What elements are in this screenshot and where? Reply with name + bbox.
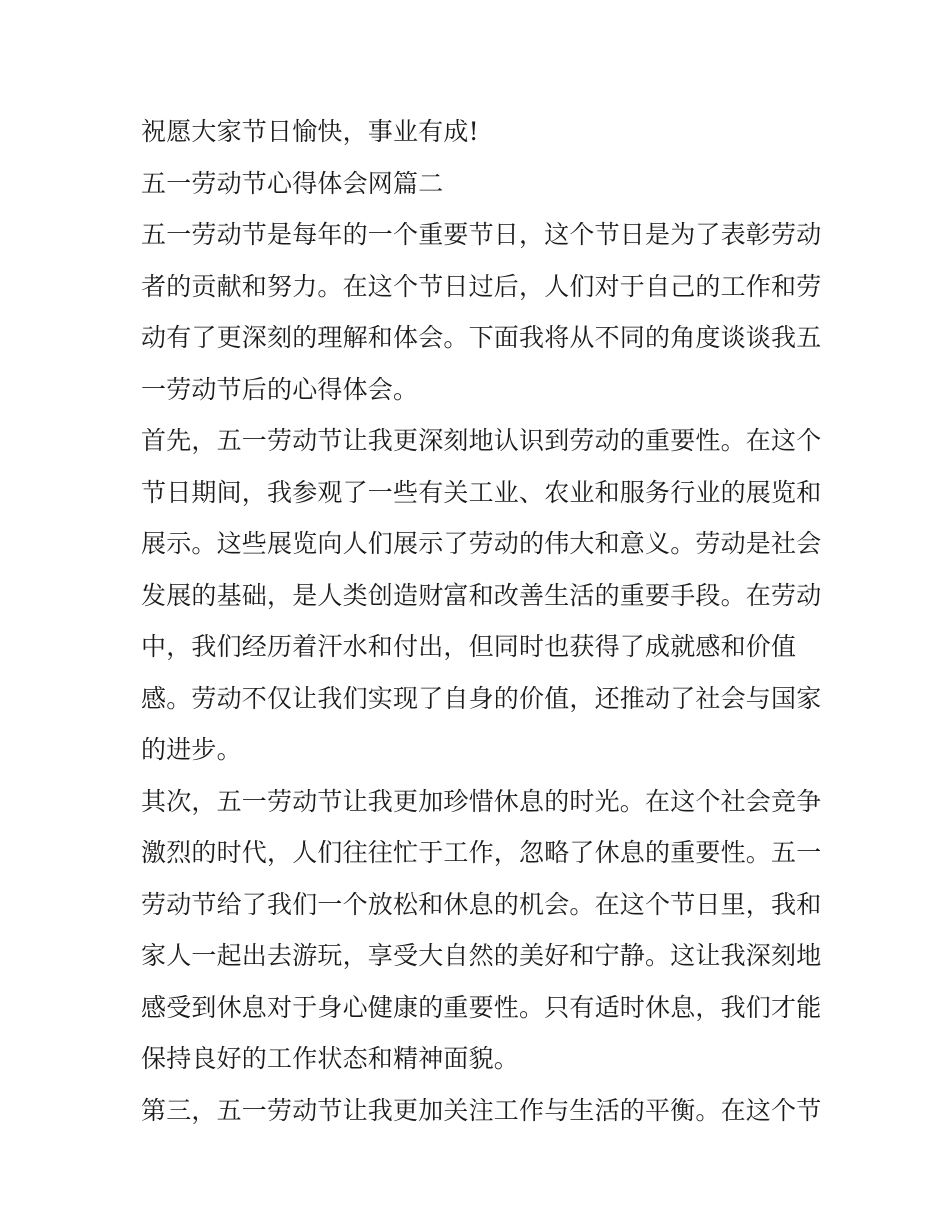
document-body [141,106,821,1136]
section-heading: 五一劳动节心得体会网篇二 [141,168,444,198]
paragraph-line: 展示。这些展览向人们展示了劳动的伟大和意义。劳动是社会 [141,529,821,558]
paragraph-line: 劳动节给了我们一个放松和休息的机会。在这个节日里，我和 [141,889,821,919]
paragraph-line: 家人一起出去游玩，享受大自然的美好和宁静。这让我深刻地 [141,941,821,970]
paragraph-line: 动有了更深刻的理解和体会。下面我将从不同的角度谈谈我五 [141,323,821,352]
paragraph-line: 中，我们经历着汗水和付出，但同时也获得了成就感和价值 [141,632,797,661]
paragraph-line: 保持良好的工作状态和精神面貌。 [141,1044,520,1073]
closing-wish-line: 祝愿大家节日愉快，事业有成! [141,117,479,146]
paragraph-line: 一劳动节后的心得体会。 [141,374,419,404]
paragraph-line: 感受到休息对于身心健康的重要性。只有适时休息，我们才能 [141,992,821,1022]
paragraph-line: 首先，五一劳动节让我更深刻地认识到劳动的重要性。在这个 [141,426,821,455]
paragraph-line: 第三，五一劳动节让我更加关注工作与生活的平衡。在这个节 [141,1095,821,1125]
paragraph-line: 发展的基础，是人类创造财富和改善生活的重要手段。在劳动 [141,580,821,610]
paragraph-line: 节日期间，我参观了一些有关工业、农业和服务行业的展览和 [141,477,821,507]
paragraph-line: 五一劳动节是每年的一个重要节日，这个节日是为了表彰劳动 [141,220,821,249]
paragraph-line: 者的贡献和努力。在这个节日过后，人们对于自己的工作和劳 [141,271,821,301]
paragraph-line: 的进步。 [141,735,242,764]
paragraph-line: 激烈的时代，人们往往忙于工作，忽略了休息的重要性。五一 [141,838,821,867]
paragraph-line: 其次，五一劳动节让我更加珍惜休息的时光。在这个社会竞争 [141,786,821,816]
paragraph-line: 感。劳动不仅让我们实现了自身的价值，还推动了社会与国家 [141,683,821,713]
